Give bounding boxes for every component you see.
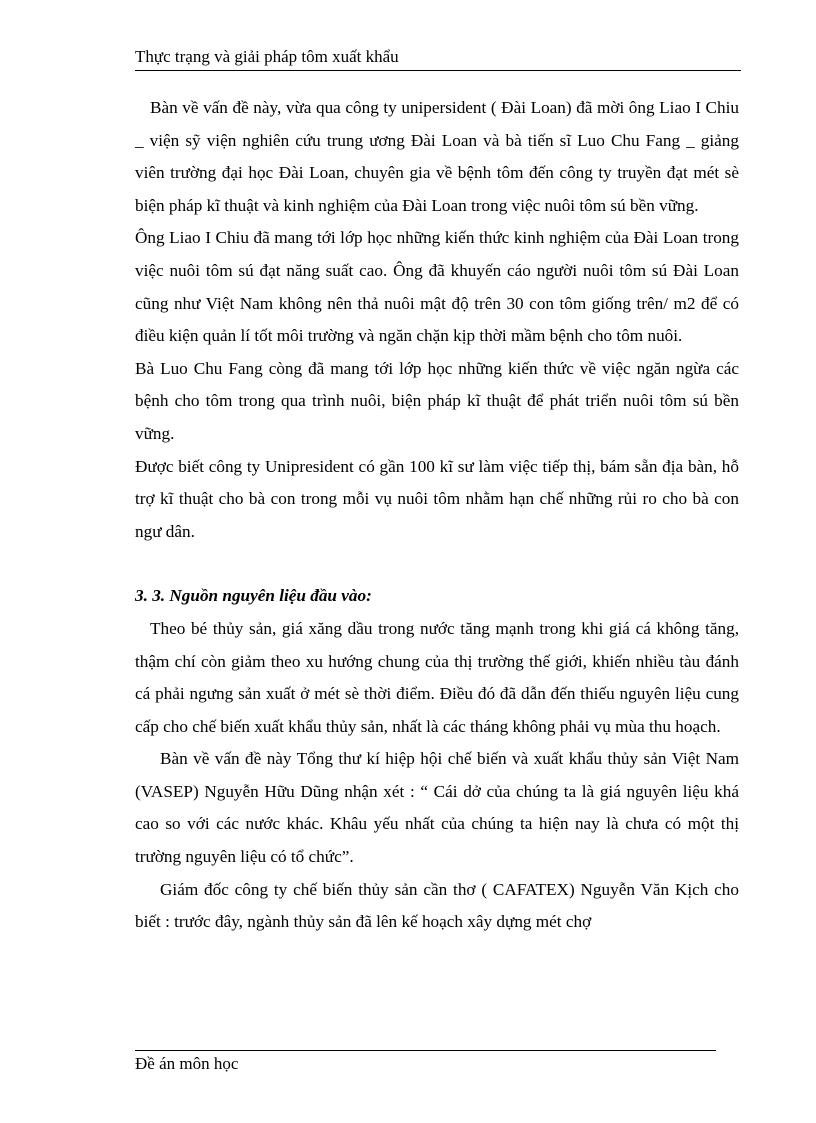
paragraph: Bàn về vấn đề này, vừa qua công ty unipersident ( Đài Loan) đã mời ông Liao I Chiu _ viện sỹ viện nghiên cứu trung ương Đài Loan và bà tiến sĩ Luo Chu Fang _ giảng viên trường đại học Đài Loan, chuyên gia về bệnh tôm đến công ty truyền đạt mét sè biện pháp kĩ thuật và kinh nghiệm của Đài Loan trong việc nuôi tôm sú bền vững. [135,98,739,215]
document-body [135,92,739,939]
paragraph: Ông Liao I Chiu đã mang tới lớp học những kiến thức kinh nghiệm của Đài Loan trong việc nuôi tôm sú đạt năng suất cao. Ông đã khuyến cáo người nuôi tôm sú Đài Loan cũng như Việt Nam không nên thả nuôi mật độ trên 30 con tôm giống trên/ m2 để có điều kiện quản lí tốt môi trường và ngăn chặn kịp thời mầm bệnh cho tôm nuôi. [135,228,739,346]
page-footer: Đề án môn học [135,1054,239,1073]
paragraph: Theo bé thủy sản, giá xăng dầu trong nước tăng mạnh trong khi giá cá không tăng, thậm chí còn giảm theo xu hướng chung của thị trường thế giới, khiến nhiều tàu đánh cá phải ngưng sản xuất ở mét sè thời điểm. Điều đó đã dẫn đến thiếu nguyên liệu cung cấp cho chế biến xuất khẩu thủy sản, nhất là các tháng không phải vụ mùa thu hoạch. [135,618,739,736]
paragraph: Bà Luo Chu Fang còng đã mang tới lớp học những kiến thức về việc ngăn ngừa các bệnh cho tôm trong qua trình nuôi, biện pháp kĩ thuật để phát triển nuôi tôm sú bền vững. [135,358,739,443]
paragraph: Bàn về vấn đề này Tổng thư kí hiệp hội chế biến và xuất khẩu thủy sản Việt Nam (VASEP) Nguyễn Hữu Dũng nhận xét : “ Cái dở của chúng ta là giá nguyên liệu khá cao so với các nước khác. Khâu yếu nhất của chúng ta hiện nay là chưa có một thị trường nguyên liệu có tổ chức”. [135,749,739,867]
paragraph: Giám đốc công ty chế biến thủy sản cần thơ ( CAFATEX) Nguyễn Văn Kịch cho biết : trước đây, ngành thủy sản đã lên kế hoạch xây dựng mét chợ [135,879,739,932]
footer-divider [135,1050,716,1051]
paragraph: Được biết công ty Unipresident có gần 100 kĩ sư làm việc tiếp thị, bám sẵn địa bàn, hỗ trợ kĩ thuật cho bà con trong mỗi vụ nuôi tôm nhằm hạn chế những rủi ro cho bà con ngư dân. [135,456,739,541]
section-heading: 3. 3. Nguồn nguyên liệu đầu vào: [135,586,372,606]
page-header: Thực trạng và giải pháp tôm xuất khẩu [135,46,741,71]
